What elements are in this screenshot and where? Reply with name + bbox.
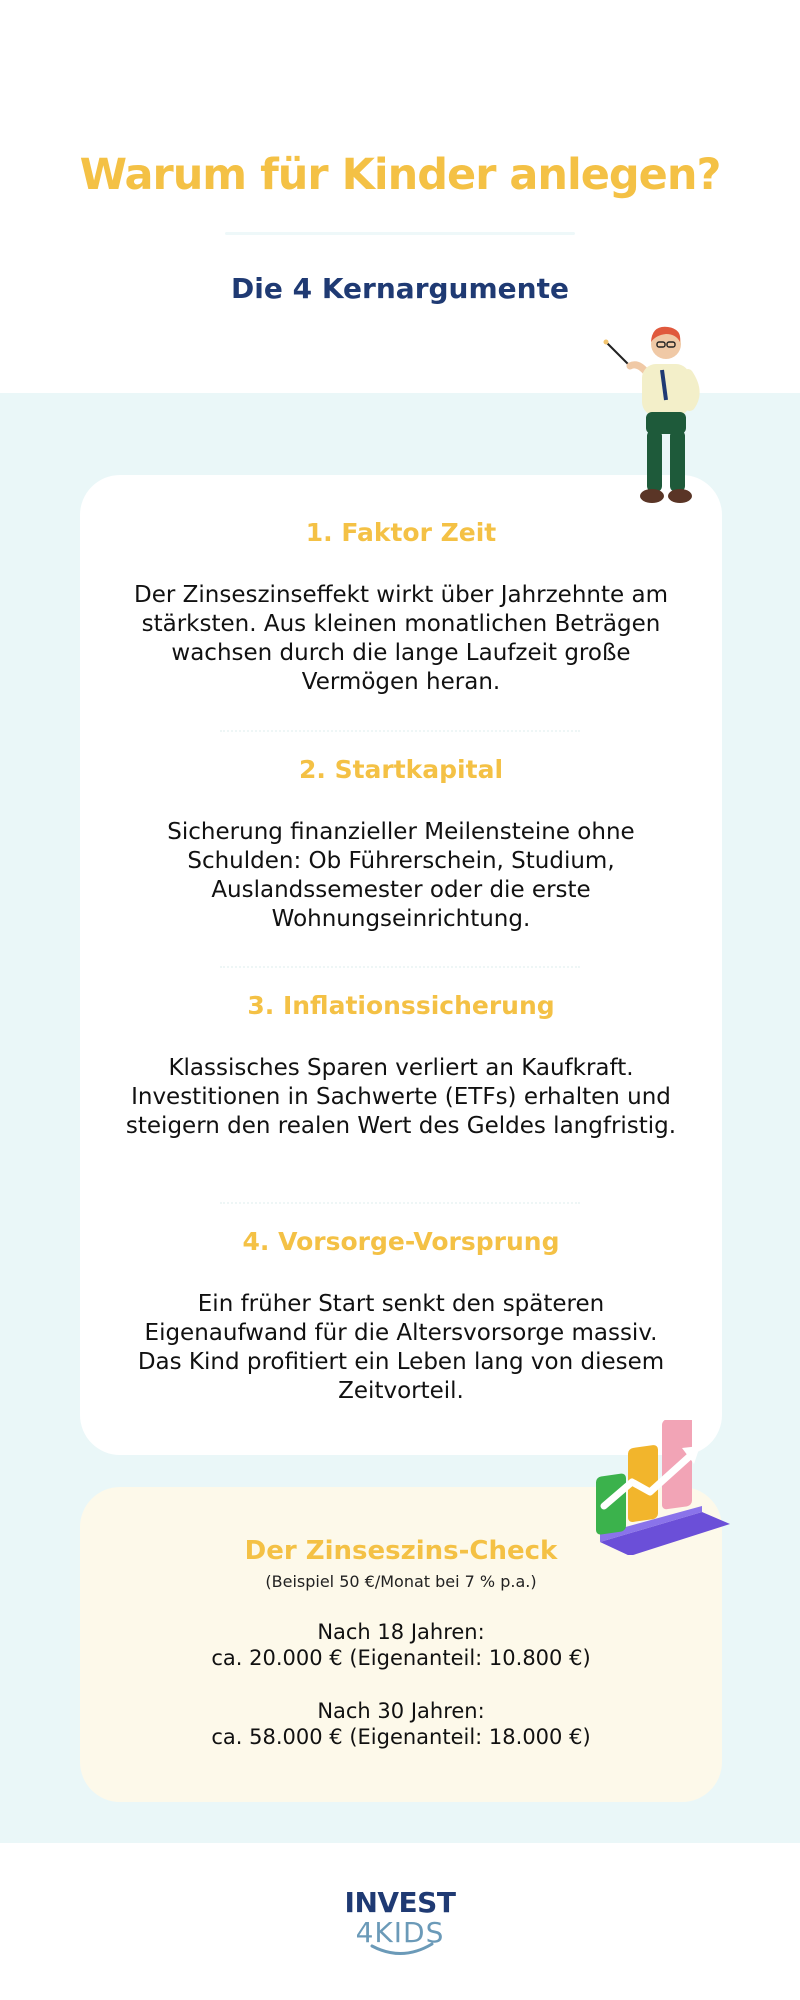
growth-chart-icon (590, 1420, 730, 1555)
argument-heading-3: 3. Inflationssicherung (247, 991, 555, 1020)
logo-swoosh-icon (368, 1940, 438, 1960)
argument-divider (220, 966, 580, 968)
check-row-label-2: Nach 30 Jahren: (317, 1699, 485, 1723)
argument-divider (220, 1202, 580, 1204)
check-row-value-2: ca. 58.000 € (Eigenanteil: 18.000 €) (211, 1725, 591, 1749)
logo-text-invest: INVEST (344, 1886, 456, 1919)
argument-heading-1: 1. Faktor Zeit (305, 518, 497, 547)
title-divider (225, 232, 575, 235)
check-row-label-1: Nach 18 Jahren: (317, 1620, 485, 1644)
check-title: Der Zinseszins-Check (244, 1536, 558, 1566)
argument-body-2: Sicherung finanzieller Meilensteine ohne Schulden: Ob Führerschein, Studium, Auslandssemester oder die erste Wohnungseinrichtung. (167, 819, 635, 932)
page-title: Warum für Kinder anlegen? (79, 150, 721, 200)
argument-body-1: Der Zinseszinseffekt wirkt über Jahrzehnte am stärksten. Aus kleinen monatlichen Beträgen wachsen durch die lange Laufzeit große Vermögen heran. (134, 582, 668, 695)
argument-body-3: Klassisches Sparen verliert an Kaufkraft. Investitionen in Sachwerte (ETFs) erhalten und steigern den realen Wert des Geldes langfristig. (125, 1055, 677, 1139)
invest4kids-logo (320, 1888, 480, 1968)
check-row-value-1: ca. 20.000 € (Eigenanteil: 10.800 €) (211, 1646, 591, 1670)
argument-heading-2: 2. Startkapital (298, 755, 504, 784)
argument-heading-4: 4. Vorsorge-Vorsprung (242, 1227, 560, 1256)
teacher-illustration (600, 322, 710, 512)
logo-text-4kids: 4KIDS (355, 1916, 445, 1949)
argument-divider (220, 730, 580, 732)
check-note: (Beispiel 50 €/Monat bei 7 % p.a.) (265, 1572, 537, 1591)
argument-body-4: Ein früher Start senkt den späteren Eigenaufwand für die Altersvorsorge massiv. Das Kind profitiert ein Leben lang von diesem Zeitvorteil. (137, 1291, 665, 1404)
page-subtitle: Die 4 Kernargumente (231, 272, 569, 305)
